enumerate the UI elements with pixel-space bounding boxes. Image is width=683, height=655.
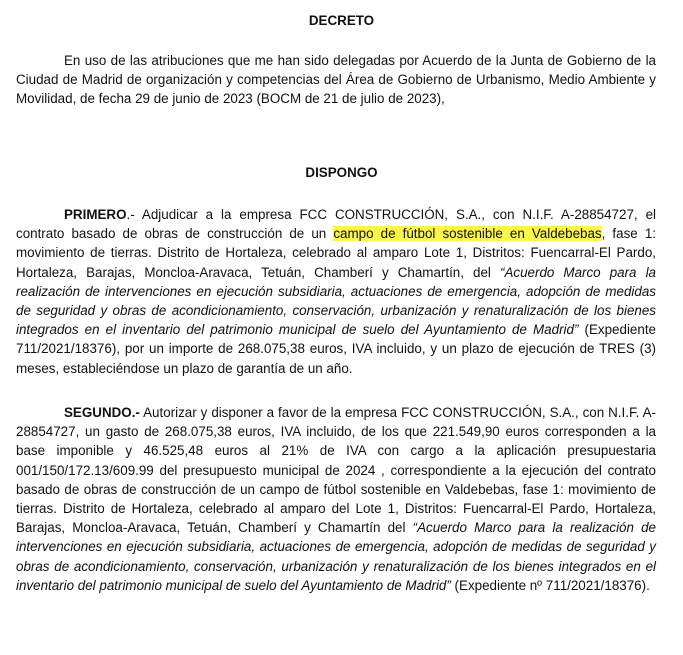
segundo-paragraph (16, 403, 656, 595)
segundo-acuerdo-marco-title: “Acuerdo Marco para la realización de intervenciones en ejecución subsidiaria, actuaciones de emergencia, adopción de medidas de seguridad y obras de acondicionamiento, conservación, urbanización y renaturalización de los bienes integrados en el inventario del patrimonio municipal de suelo del Ayuntamiento de Madrid” (16, 520, 656, 593)
primero-paragraph (16, 205, 656, 378)
decreto-heading: DECRETO (308, 13, 375, 28)
primero-label: PRIMERO (64, 207, 127, 222)
segundo-text-b: (Expediente nº 711/2021/18376). (450, 577, 650, 593)
primero-separator: .- (126, 207, 142, 222)
primero-acuerdo-marco-title: “Acuerdo Marco para la realización de intervenciones en ejecución subsidiaria, actuaciones de emergencia, adopción de medidas de seguridad y obras de acondicionamiento, conservación, urbanización y renaturalización de los bienes integrados en el inventario del patrimonio municipal de suelo del Ayuntamiento de Madrid” (16, 264, 657, 338)
highlighted-text: campo de fútbol sostenible en Valdebebas (333, 226, 602, 242)
primero-text-c: (Expediente 711/2021/18376), por un importe de 268.075,38 euros, IVA incluido, y un plazo de ejecución de TRES (3) meses, estableciéndose un plazo de garantía de un año. (16, 322, 656, 376)
primero-text-b: , fase 1: movimiento de tierras. Distrito de Hortaleza, celebrado al amparo Lote 1, Distritos: Fuencarral-El Pardo, Hortaleza, Barajas, Moncloa-Aravaca, Tetuán, Chamberí y Chamartín, del (16, 226, 657, 280)
intro-paragraph: En uso de las atribuciones que me han sido delegadas por Acuerdo de la Junta de Gobierno de la Ciudad de Madrid de organización y competencias del Área de Gobierno de Urbanismo, Medio Ambiente y Movilidad, de fecha 29 de junio de 2023 (BOCM de 21 de julio de 2023), (16, 53, 656, 107)
dispongo-heading: DISPONGO (305, 165, 378, 180)
primero-text-a: Adjudicar a la empresa FCC CONSTRUCCIÓN, S.A., con N.I.F. A-28854727, el contrato basado de obras de construcción de un (16, 207, 656, 242)
segundo-text-a: Autorizar y disponer a favor de la empresa FCC CONSTRUCCIÓN, S.A., con N.I.F. A-28854727, un gasto de 268.075,38 euros, IVA incluido, de los que 221.549,90 euros corresponden a la base imponible y 46.525,48 euros al 21% de IVA con cargo a la aplicación presupuestaria 001/150/172.13/609.99 del presupuesto municipal de 2024 , correspondiente a la ejecución del contrato basado de obras de construcción de un campo de fútbol sostenible en Valdebebas, fase 1: movimiento de tierras. Distrito de Hortaleza, celebrado al amparo del Lote 1, Distritos: Fuencarral-El Pardo, Hortaleza, Barajas, Moncloa-Aravaca, Tetuán, Chamberí y Chamartín del (16, 405, 656, 536)
segundo-label: SEGUNDO.- (64, 405, 140, 420)
